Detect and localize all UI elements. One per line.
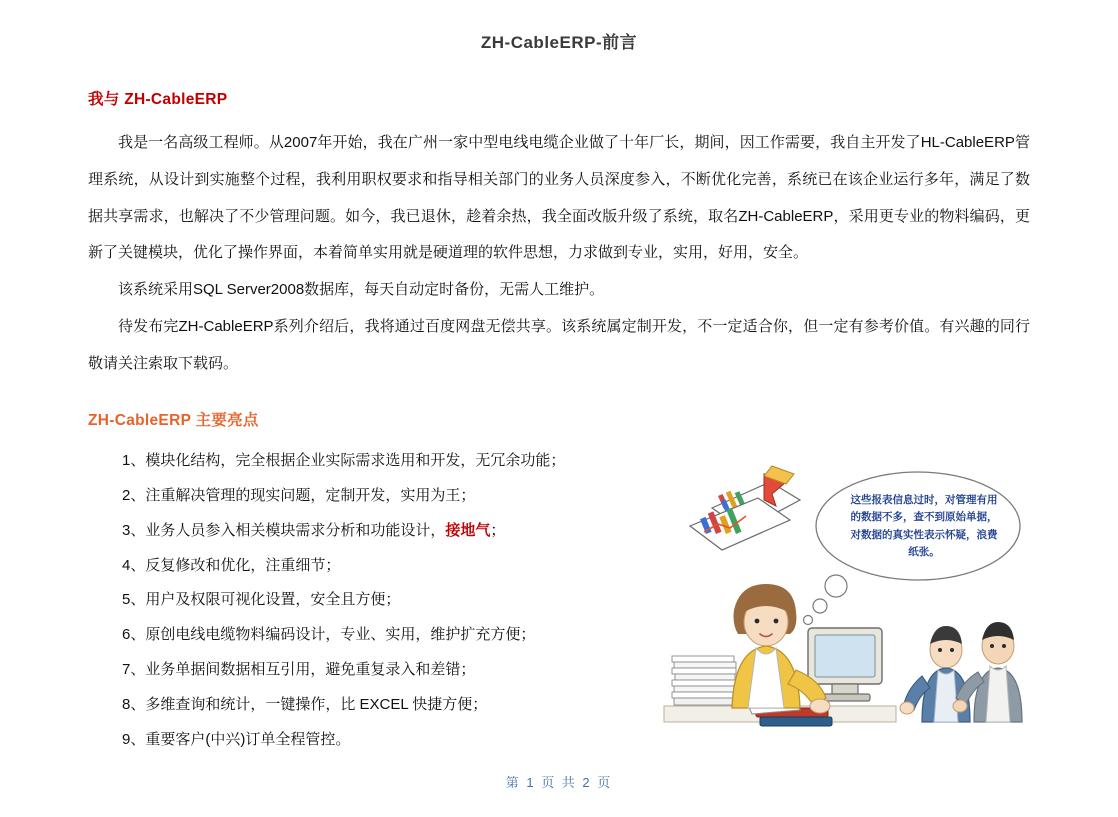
list-item-text: 1、模块化结构，完全根据企业实际需求选用和开发，无冗余功能； — [122, 452, 566, 470]
list-item-text: 4、反复修改和优化，注重细节； — [122, 556, 341, 574]
page-footer: 第 1 页 共 2 页 — [505, 775, 613, 790]
list-item-text: 9、重要客户(中兴)订单全程管控。 — [122, 730, 351, 748]
list-item-text: 2、注重解决管理的现实问题，定制开发，实用为王； — [122, 487, 476, 505]
list-item-highlight: 接地气 — [445, 521, 491, 539]
two-people-icon — [900, 622, 1022, 722]
section-heading-highlights: ZH-CableERP 主要亮点 — [88, 412, 259, 430]
office-worker-icon — [664, 584, 896, 726]
paragraph-intro: 我是一名高级工程师。从2007年开始，我在广州一家中型电线电缆企业做了十年厂长，期间，因工作需要，我自主开发了HL-CableERP管理系统，从设计到实施整个过程，我利用职权要求和指导相关部门的业务人员深度参入，不断优化完善，系统已在该企业运行多年，满足了数据共享需求，也解决了不少管理问题。如今，我已退休，趁着余热，我全面改版升级了系统，取名ZH-CableERP，采用更专业的物料编码，更新了关键模块，优化了操作界面，本着简单实用就是硬道理的软件思想，力求做到专业，实用，好用，安全。 — [88, 134, 1030, 262]
paragraph-share: 待发布完ZH-CableERP系列介绍后，我将通过百度网盘无偿共享。该系统属定制开发，不一定适合你，但一定有参考价值。有兴趣的同行敬请关注索取下载码。 — [88, 317, 1030, 372]
list-item-text: 7、业务单据间数据相互引用，避免重复录入和差错； — [122, 661, 476, 679]
page-title: ZH-CableERP-前言 — [480, 33, 638, 52]
list-item-text: 8、多维查询和统计，一键操作，比 EXCEL 快捷方便； — [122, 695, 488, 713]
paragraph-database: 该系统采用SQL Server2008数据库，每天自动定时备份，无需人工维护。 — [118, 281, 605, 298]
list-item-text: 3、业务人员参入相关模块需求分析和功能设计， — [122, 521, 446, 539]
list-item-text: 6、原创电线电缆物料编码设计，专业、实用，维护扩充方便； — [122, 626, 536, 644]
illustration-group — [660, 460, 1060, 740]
thought-bubble-text: 这些报表信息过时，对管理有用的数据不多，查不到原始单据，对数据的真实性表示怀疑，浪费纸张。 — [850, 494, 998, 558]
document-page — [0, 28, 1118, 817]
list-item-text: 5、用户及权限可视化设置，安全且方便； — [122, 591, 401, 609]
list-item-text-after: ； — [490, 521, 506, 539]
chart-papers-icon — [690, 466, 800, 550]
section-heading-about: 我与 ZH-CableERP — [88, 91, 228, 108]
